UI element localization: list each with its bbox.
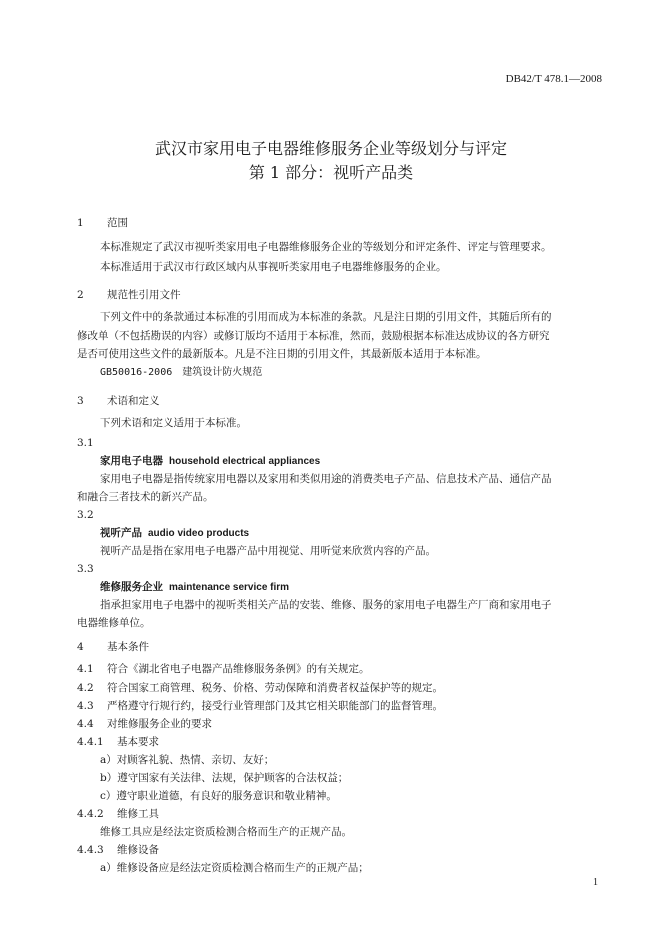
section-2-heading: 2 规范性引用文件 <box>77 289 181 301</box>
page-number: 1 <box>593 877 598 888</box>
term-3-2-title: 视听产品 audio video products <box>100 527 250 539</box>
clause-4-3: 4.3 严格遵守行规行约，接受行业管理部门及其它相关职能部门的监督管理。 <box>77 700 443 712</box>
list-item-c: c）遵守职业道德，有良好的服务意识和敬业精神。 <box>100 790 337 802</box>
document-subtitle: 第 1 部分：视听产品类 <box>248 163 414 182</box>
section-2-paragraph-line-1: 下列文件中的条款通过本标准的引用而成为本标准的条款。凡是注日期的引用文件，其随后所有的 <box>100 311 552 323</box>
reference-item: GB50016-2006 建筑设计防火规范 <box>100 367 263 378</box>
term-3-2-number: 3.2 <box>77 509 94 521</box>
clause-4-4-1: 4.4.1 基本要求 <box>77 736 159 748</box>
list-item-a-equipment: a）维修设备应是经法定资质检测合格而生产的正规产品； <box>100 862 369 874</box>
section-1-paragraph-2: 本标准适用于武汉市行政区域内从事视听类家用电子电器维修服务的企业。 <box>100 261 447 273</box>
section-1-heading: 1 范围 <box>77 217 128 229</box>
clause-4-4-2-text: 维修工具应是经法定资质检测合格而生产的正规产品。 <box>100 826 352 838</box>
term-3-3-number: 3.3 <box>77 563 94 575</box>
term-3-3-definition-line-2: 电器维修单位。 <box>77 617 151 629</box>
section-3-heading: 3 术语和定义 <box>77 395 160 407</box>
clause-4-1: 4.1 符合《湖北省电子电器产品维修服务条例》的有关规定。 <box>77 663 370 675</box>
section-2-paragraph-line-2: 修改单（不包括勘误的内容）或修订版均不适用于本标准，然而，鼓励根据本标准达成协议的各方研究 <box>77 330 550 342</box>
clause-4-2: 4.2 符合国家工商管理、税务、价格、劳动保障和消费者权益保护等的规定。 <box>77 682 443 694</box>
term-3-3-title: 维修服务企业 maintenance service firm <box>100 581 290 593</box>
term-3-1-number: 3.1 <box>77 437 94 449</box>
clause-4-4: 4.4 对维修服务企业的要求 <box>77 718 212 730</box>
term-3-1-definition-line-2: 和融合三者技术的新兴产品。 <box>77 491 214 503</box>
section-2-paragraph-line-3: 是否可使用这些文件的最新版本。凡是不注日期的引用文件，其最新版本适用于本标准。 <box>77 348 487 360</box>
term-3-1-definition-line-1: 家用电子电器是指传统家用电器以及家用和类似用途的消费类电子产品、信息技术产品、通信产品 <box>100 473 552 485</box>
section-4-heading: 4 基本条件 <box>77 641 149 653</box>
term-3-1-title: 家用电子电器 household electrical appliances <box>100 455 321 467</box>
section-3-intro: 下列术语和定义适用于本标准。 <box>100 417 247 429</box>
list-item-b: b）遵守国家有关法律、法规，保护顾客的合法权益； <box>100 772 349 784</box>
term-3-2-definition: 视听产品是指在家用电子电器产品中用视觉、用听觉来欣赏内容的产品。 <box>100 545 436 557</box>
document-title: 武汉市家用电子电器维修服务企业等级划分与评定 <box>154 139 507 158</box>
section-1-paragraph-1: 本标准规定了武汉市视听类家用电子电器维修服务企业的等级划分和评定条件、评定与管理要求。 <box>100 241 552 253</box>
term-3-3-definition-line-1: 指承担家用电子电器中的视听类相关产品的安装、维修、服务的家用电子电器生产厂商和家用电子 <box>100 599 552 611</box>
clause-4-4-2: 4.4.2 维修工具 <box>77 808 159 820</box>
list-item-a: a）对顾客礼貌、热情、亲切、友好； <box>100 754 275 766</box>
document-code: DB42/T 478.1—2008 <box>505 73 602 85</box>
clause-4-4-3: 4.4.3 维修设备 <box>77 844 159 856</box>
